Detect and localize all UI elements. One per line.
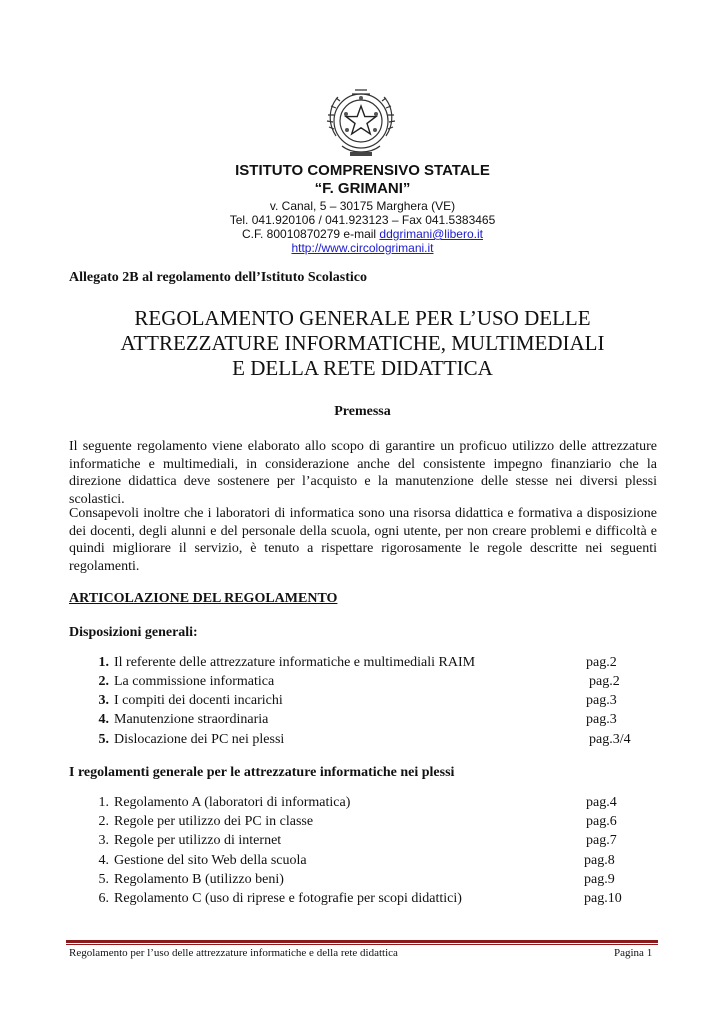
list-label: La commissione informatica — [114, 674, 275, 689]
list-number: 5. — [98, 872, 109, 887]
list-number: 4. — [98, 853, 109, 868]
document-title-line1: REGOLAMENTO GENERALE PER L’USO DELLE — [134, 306, 591, 330]
articolazione-heading: ARTICOLAZIONE DEL REGOLAMENTO — [69, 591, 338, 606]
page-reference: pag.9 — [584, 872, 615, 887]
school-address: v. Canal, 5 – 30175 Marghera (VE) — [269, 199, 456, 213]
school-name-line2: “F. GRIMANI” — [314, 180, 411, 197]
school-cf-email — [0, 227, 725, 241]
list-label: Regole per utilizzo dei PC in classe — [114, 814, 314, 829]
footer-divider-thin — [66, 944, 658, 945]
list-item — [0, 732, 725, 751]
list-label: Il referente delle attrezzature informatiche e multimediali RAIM — [114, 655, 476, 670]
page-reference: pag.3 — [586, 712, 617, 727]
list-number: 6. — [98, 891, 109, 906]
footer-document-title: Regolamento per l’uso delle attrezzature informatiche e della rete didattica — [69, 947, 398, 959]
page-reference: pag.2 — [586, 655, 617, 670]
list-label: Manutenzione straordinaria — [114, 712, 269, 727]
footer-page-number: Pagina 1 — [614, 947, 653, 959]
page-reference: pag.3 — [586, 693, 617, 708]
list-number: 1. — [98, 655, 109, 670]
document-title-line3: E DELLA RETE DIDATTICA — [232, 356, 493, 380]
school-name-line1: ISTITUTO COMPRENSIVO STATALE — [235, 162, 490, 179]
list-item — [0, 712, 725, 731]
list-label: I compiti dei docenti incarichi — [114, 693, 283, 708]
website-link[interactable]: http://www.circologrimani.it — [291, 241, 434, 255]
list-number: 5. — [98, 732, 109, 747]
page-reference: pag.2 — [589, 674, 620, 689]
premessa-heading: Premessa — [334, 404, 391, 419]
page-reference: pag.6 — [586, 814, 617, 829]
list-item — [0, 655, 725, 674]
list-item — [0, 674, 725, 693]
list-label: Gestione del sito Web della scuola — [114, 853, 307, 868]
list-item — [0, 814, 725, 833]
list-number: 2. — [98, 674, 109, 689]
list-number: 4. — [98, 712, 109, 727]
list-label: Regolamento A (laboratori di informatica) — [114, 795, 351, 810]
document-title-line2: ATTREZZATURE INFORMATICHE, MULTIMEDIALI — [120, 331, 605, 355]
list-number: 2. — [98, 814, 109, 829]
list-label: Dislocazione dei PC nei plessi — [114, 732, 285, 747]
list-item — [0, 891, 725, 910]
list-number: 3. — [98, 833, 109, 848]
page-reference: pag.7 — [586, 833, 617, 848]
list-number: 3. — [98, 693, 109, 708]
regolamenti-heading: I regolamenti generale per le attrezzature informatiche nei plessi — [69, 765, 455, 780]
allegato-label: Allegato 2B al regolamento dell’Istituto Scolastico — [69, 270, 367, 285]
list-label: Regole per utilizzo di internet — [114, 833, 282, 848]
premessa-paragraph-2: Consapevoli inoltre che i laboratori di informatica sono una risorsa didattica e formativa a disposizione dei docenti, degli alunni e del personale della scuola, ogni utente, per non creare problemi e difficoltà e quindi migliorare il servizio, è tenuto a rispettare rigorosamente le regole descritte nei seguenti regolamenti. — [69, 506, 657, 574]
page-reference: pag.8 — [584, 853, 615, 868]
italian-republic-emblem-icon — [322, 84, 400, 160]
list-label: Regolamento C (uso di riprese e fotografie per scopi didattici) — [114, 891, 462, 906]
page-reference: pag.3/4 — [589, 732, 631, 747]
list-item — [0, 795, 725, 814]
page-reference: pag.10 — [584, 891, 622, 906]
cf-text: C.F. 80010870279 e-mail — [242, 227, 380, 241]
premessa-paragraph-1: Il seguente regolamento viene elaborato allo scopo di garantire un proficuo utilizzo delle attrezzature informatiche e multimediali, in considerazione anche del consistente impegno finanziario che la direzione didattica deve sostenere per l’acquisto e la manutenzione delle stesse nei diversi plessi scolastici. — [69, 439, 657, 507]
footer-divider — [66, 940, 658, 943]
list-item — [0, 872, 725, 891]
school-website — [0, 241, 725, 255]
list-item — [0, 693, 725, 712]
list-label: Regolamento B (utilizzo beni) — [114, 872, 284, 887]
list-number: 1. — [98, 795, 109, 810]
page-reference: pag.4 — [586, 795, 617, 810]
disposizioni-heading: Disposizioni generali: — [69, 625, 198, 640]
list-item — [0, 833, 725, 852]
email-link[interactable]: ddgrimani@libero.it — [379, 227, 483, 241]
school-phone-fax: Tel. 041.920106 / 041.923123 – Fax 041.5383465 — [229, 213, 496, 227]
list-item — [0, 853, 725, 872]
